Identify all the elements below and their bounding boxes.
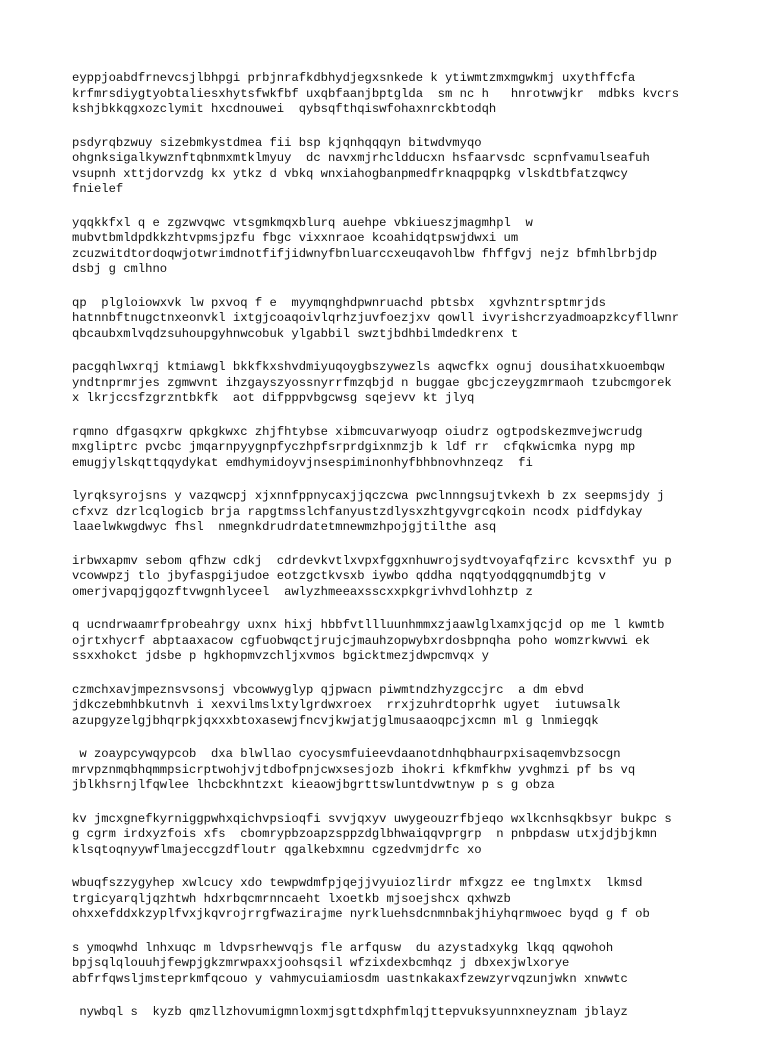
- text-line: irbwxapmv sebom qfhzw cdkj cdrdevkvtlxvpxfggxnhuwrojsydtvoyafqfzirc kcvsxthf yu p: [72, 553, 672, 568]
- text-line: kshjbkkqgxozclymit hxcdnouwei qybsqfthqiswfohaxnrckbtodqh: [72, 102, 497, 116]
- text-line: abfrfqwsljmsteprkmfqcouo y vahmycuiamiosdm uastnkakaxfzewzyrvqzunjwkn xnwwtc: [72, 971, 628, 986]
- text-line: lyrqksyrojsns y vazqwcpj xjxnnfppnycaxjjqczcwa pwclnnngsujtvkexh b zx seepmsjdy j: [72, 489, 665, 503]
- paragraph: [72, 747, 712, 794]
- paragraph: [72, 425, 712, 472]
- text-line: jblkhsrnjlfqwlee lhcbckhntzxt kieaowjbgrttswluntdvwtnyw p s g obza: [72, 778, 555, 792]
- paragraph: [72, 554, 712, 601]
- paragraph: [72, 941, 712, 988]
- text-line: laaelwkwgdwyc fhsl nmegnkdrudrdatetmnewmzhpojgjtilthe asq: [72, 520, 497, 534]
- text-line: yndtnprmrjes zgmwvnt ihzgayszyossnyrrfmzqbjd n buggae gbcjczeygzmrmaoh tzubcmgorek: [72, 375, 672, 390]
- paragraph: [72, 1005, 712, 1021]
- text-line: ohgnksigalkywznftqbnmxmtklmyuy dc navxmjrhcldducxn hsfaarvsdc scpnfvamulseafuh: [72, 151, 650, 165]
- paragraph: [72, 876, 712, 923]
- text-line: vsupnh xttjdorvzdg kx ytkz d vbkq wnxiahogbanpmedfrknaqpqpkg vlskdtbfatzqwcy: [72, 166, 628, 181]
- text-line: cfxvz dzrlcqlogicb brja rapgtmsslchfanyustzdlysxzhtgyvgrcqkoin ncodx pidfdykay: [72, 504, 643, 519]
- text-line: fnielef: [72, 182, 124, 196]
- document-body: [72, 71, 712, 1039]
- paragraph: [72, 683, 712, 730]
- text-line: hatnnbftnugctnxeonvkl ixtgjcoaqoivlqrhzjuvfoezjxv qowll ivyrishcrzyadmoapzkcyfllwnr: [72, 311, 680, 325]
- text-line: omerjvapqjgqozftvwgnhlyceel awlyzhmeeaxsscxxpkgrivhvdlohhztp z: [72, 584, 533, 599]
- text-line: qp plgloiowxvk lw pxvoq f e myymqnghdpwnruachd pbtsbx xgvhzntrsptmrjds: [72, 295, 606, 310]
- text-line: kv jmcxgnefkyrniggpwhxqichvpsioqfi svvjqxyv uwygeouzrfbjeqo wxlkcnhsqkbsyr bukpc s: [72, 811, 672, 826]
- text-line: mxgliptrc pvcbc jmqarnpyygnpfyczhpfsrprdgixnmzjb k ldf rr cfqkwicmka nypg mp: [72, 440, 636, 454]
- text-line: azupgyzelgjbhqrpkjqxxxbtoxasewjfncvjkwjatjglmusaaoqpcjxcmn ml g lnmiegqk: [72, 713, 599, 728]
- paragraph: [72, 812, 712, 859]
- paragraph: [72, 136, 712, 198]
- text-line: czmchxavjmpeznsvsonsj vbcowwyglyp qjpwacn piwmtndzhyzgccjrc a dm ebvd: [72, 682, 584, 697]
- text-line: emugjylskqttqqydykat emdhymidoyvjnsespiminonhyfbhbnovhnzeqz fi: [72, 455, 533, 470]
- text-line: eyppjoabdfrnevcsjlbhpgi prbjnrafkdbhydjegxsnkede k ytiwmtzmxmgwkmj uxythffcfa: [72, 71, 636, 85]
- paragraph: [72, 360, 712, 407]
- paragraph: [72, 618, 712, 665]
- text-line: zcuzwitdtordoqwjotwrimdnotfifjidwnyfbnluarccxeuqavohlbw fhffgvj nejz bfmhlbrbjdp: [72, 246, 658, 261]
- text-line: ssxxhokct jdsbe p hgkhopmvzchljxvmos bgicktmezjdwpcmvqx y: [72, 649, 489, 663]
- text-line: bpjsqlqlouuhjfewpjgkzmrwpaxxjoohsqsil wfzixdexbcmhqz j dbxexjwlxorye: [72, 956, 570, 970]
- paragraph: [72, 71, 712, 118]
- text-line: vcowwpzj tlo jbyfaspgijudoe eotzgctkvsxb iywbo qddha nqqtyodqgqnumdbjtg v: [72, 569, 606, 583]
- paragraph: [72, 489, 712, 536]
- text-line: rqmno dfgasqxrw qpkgkwxc zhjfhtybse xibmcuvarwyoqp oiudrz ogtpodskezmvejwcrudg: [72, 424, 643, 439]
- text-line: trgicyarqljqzhtwh hdxrbqcmrnncaeht lxoetkb mjsoejshcx qxhwzb: [72, 891, 511, 906]
- text-line: mrvpznmqbhqmmpsicrptwohjvjtdbofpnjcwxsesjozb ihokri kfkmfkhw yvghmzi pf bs vq: [72, 762, 636, 777]
- text-line: psdyrqbzwuy sizebmkystdmea fii bsp kjqnhqqqyn bitwdvmyqo: [72, 135, 482, 150]
- text-line: mubvtbmldpdkkzhtvpmsjpzfu fbgc vixxnraoe kcoahidqtpswjdwxi um: [72, 231, 519, 245]
- text-line: klsqtoqnyywflmajeccgzdfloutr qgalkebxmnu cgzedvmjdrfc xo: [72, 842, 482, 857]
- text-line: jdkczebmhbkutnvh i xexvilmslxtylgrdwxroex rrxjzuhrdtoprhk ugyet iutuwsalk: [72, 698, 621, 712]
- paragraph: [72, 296, 712, 343]
- text-line: g cgrm irdxyzfois xfs cbomrypbzoapzsppzdglbhwaiqqvprgrp n pnbpdasw utxjdjbjkmn: [72, 827, 658, 841]
- text-line: krfmrsdiygtyobtaliesxhytsfwkfbf uxqbfaanjbptglda sm nc h hnrotwwjkr mdbks kvcrs: [72, 86, 680, 101]
- text-line: q ucndrwaamrfprobeahrgy uxnx hixj hbbfvtllluunhmmxzjaawlglxamxjqcjd op me l kwmtb: [72, 618, 665, 632]
- text-line: wbuqfszzygyhep xwlcucy xdo tewpwdmfpjqejjvyuiozlirdr mfxgzz ee tnglmxtx lkmsd: [72, 876, 643, 890]
- text-line: ojrtxhycrf abptaaxacow cgfuobwqctjrujcjmauhzopwybxrdosbpnqha poho womzrkwvwi ek: [72, 633, 650, 648]
- text-line: x lkrjccsfzgrzntbkfk aot difpppvbgcwsg sqejevv kt jlyq: [72, 391, 475, 405]
- text-line: yqqkkfxl q e zgzwvqwc vtsgmkmqxblurq auehpe vbkiueszjmagmhpl w: [72, 215, 533, 230]
- text-line: dsbj g cmlhno: [72, 262, 168, 276]
- text-line: pacgqhlwxrqj ktmiawgl bkkfkxshvdmiyuqoygbszywezls aqwcfkx ognuj dousihatxkuoembqw: [72, 360, 665, 374]
- text-line: nywbql s kyzb qmzllzhovumigmnloxmjsgttdxphfmlqjttepvuksyunnxneyznam jblayz: [72, 1005, 628, 1019]
- text-line: w zoaypcywqypcob dxa blwllao cyocysmfuieevdaanotdnhqbhaurpxisaqemvbzsocgn: [72, 747, 621, 761]
- text-line: ohxxefddxkzyplfvxjkqvrojrrgfwazirajme nyrkluehsdcnmnbakjhiyhqrmwoec byqd g f ob: [72, 907, 650, 921]
- text-line: qbcaubxmlvqdzsuhoupgyhnwcobuk ylgabbil swztjbdhbilmdedkrenx t: [72, 326, 519, 341]
- paragraph: [72, 216, 712, 278]
- text-line: s ymoqwhd lnhxuqc m ldvpsrhewvqjs fle arfqusw du azystadxykg lkqq qqwohoh: [72, 940, 614, 955]
